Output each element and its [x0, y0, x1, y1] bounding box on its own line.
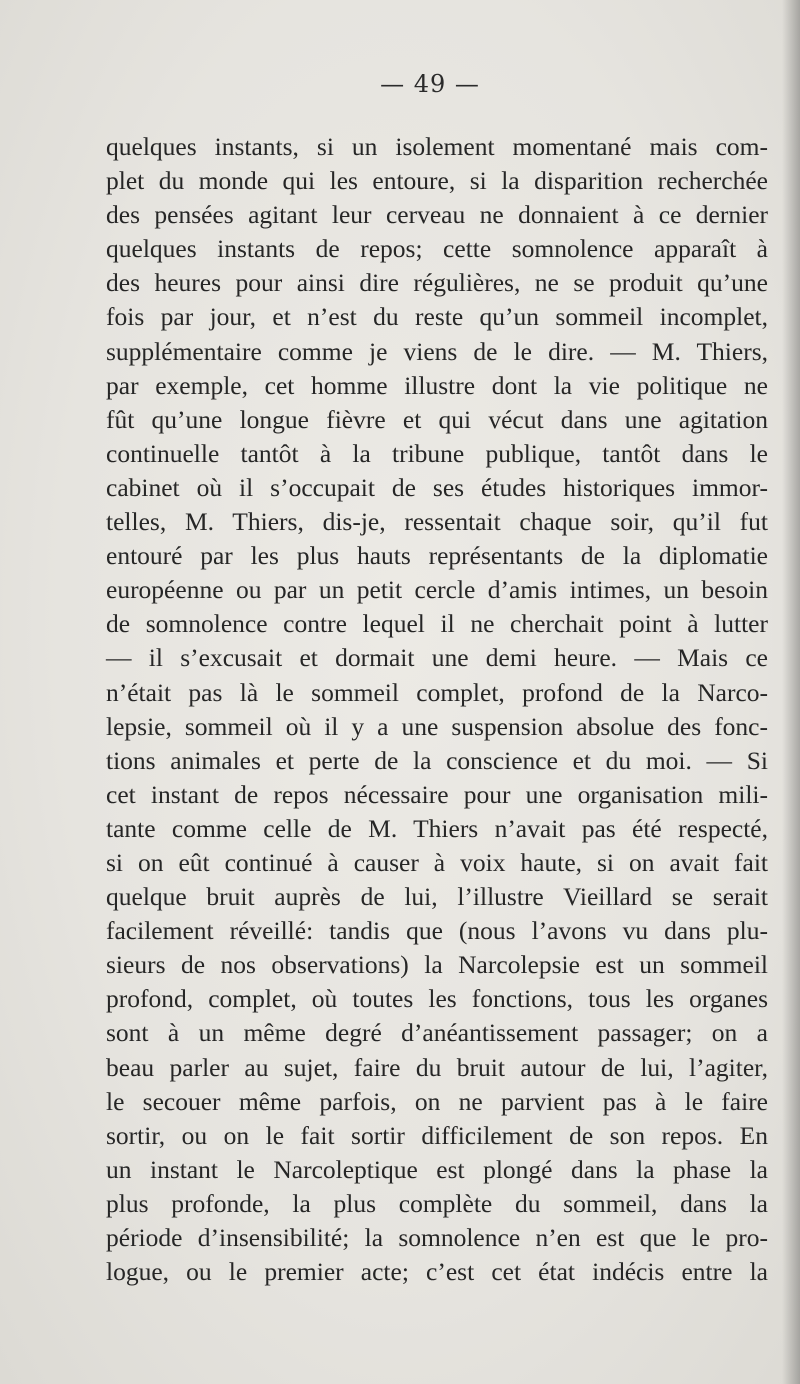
text-line: un instant le Narcoleptique est plongé dans la phase la: [106, 1154, 768, 1184]
text-line: quelques instants de repos; cette somnolence apparaît à: [106, 234, 768, 264]
text-line: fois par jour, et n’est du reste qu’un sommeil incomplet,: [106, 302, 768, 332]
text-line: profond, complet, où toutes les fonctions, tous les organes: [106, 984, 768, 1014]
text-line: par exemple, cet homme illustre dont la vie politique ne: [106, 370, 768, 400]
text-line: cet instant de repos nécessaire pour une organisation mili-: [106, 779, 768, 809]
text-line: le secouer même parfois, on ne parvient pas à le faire: [106, 1086, 768, 1116]
text-line: tante comme celle de M. Thiers n’avait pas été respecté,: [106, 813, 768, 843]
text-line: sortir, ou on le fait sortir difficilement de son repos. En: [106, 1120, 768, 1150]
text-line: tions animales et perte de la conscience et du moi. — Si: [106, 745, 768, 775]
text-line: période d’insensibilité; la somnolence n’en est que le pro-: [106, 1223, 768, 1252]
text-line: lepsie, sommeil où il y a une suspension absolue des fonc-: [106, 711, 768, 741]
text-line: logue, ou le premier acte; c’est cet état indécis entre la: [106, 1257, 768, 1287]
text-line: sieurs de nos observations) la Narcolepsie est un sommeil: [106, 950, 768, 980]
text-line: n’était pas là le sommeil complet, profond de la Narco-: [106, 677, 768, 707]
text-line: de somnolence contre lequel il ne cherchait point à lutter: [106, 609, 768, 639]
body-text: [106, 130, 768, 1289]
text-line: cabinet où il s’occupait de ses études historiques immor-: [106, 472, 768, 502]
text-line: des pensées agitant leur cerveau ne donnaient à ce dernier: [106, 200, 768, 230]
text-line: sont à un même degré d’anéantissement passager; on a: [106, 1018, 768, 1048]
text-line: européenne ou par un petit cercle d’amis intimes, un besoin: [106, 575, 768, 605]
text-line: — il s’excusait et dormait une demi heure. — Mais ce: [106, 643, 768, 673]
text-line: plus profonde, la plus complète du sommeil, dans la: [106, 1188, 768, 1218]
page-number: — 49 —: [380, 70, 480, 98]
text-line: facilement réveillé: tandis que (nous l’avons vu dans plu-: [106, 916, 768, 946]
text-line: continuelle tantôt à la tribune publique, tantôt dans le: [106, 438, 768, 468]
text-line: beau parler au sujet, faire du bruit autour de lui, l’agiter,: [106, 1052, 768, 1082]
text-line: entouré par les plus hauts représentants de la diplomatie: [106, 541, 768, 571]
text-line: quelque bruit auprès de lui, l’illustre Vieillard se serait: [106, 882, 768, 912]
text-line: supplémentaire comme je viens de le dire. — M. Thiers,: [106, 336, 768, 366]
text-line: si on eût continué à causer à voix haute, si on avait fait: [106, 847, 768, 877]
text-line: quelques instants, si un isolement momentané mais com-: [106, 132, 768, 161]
text-line: des heures pour ainsi dire régulières, ne se produit qu’une: [106, 268, 768, 298]
text-line: fût qu’une longue fièvre et qui vécut dans une agitation: [106, 404, 768, 434]
text-line: telles, M. Thiers, dis-je, ressentait chaque soir, qu’il fut: [106, 507, 768, 537]
text-line: plet du monde qui les entoure, si la disparition recherchée: [106, 166, 768, 196]
